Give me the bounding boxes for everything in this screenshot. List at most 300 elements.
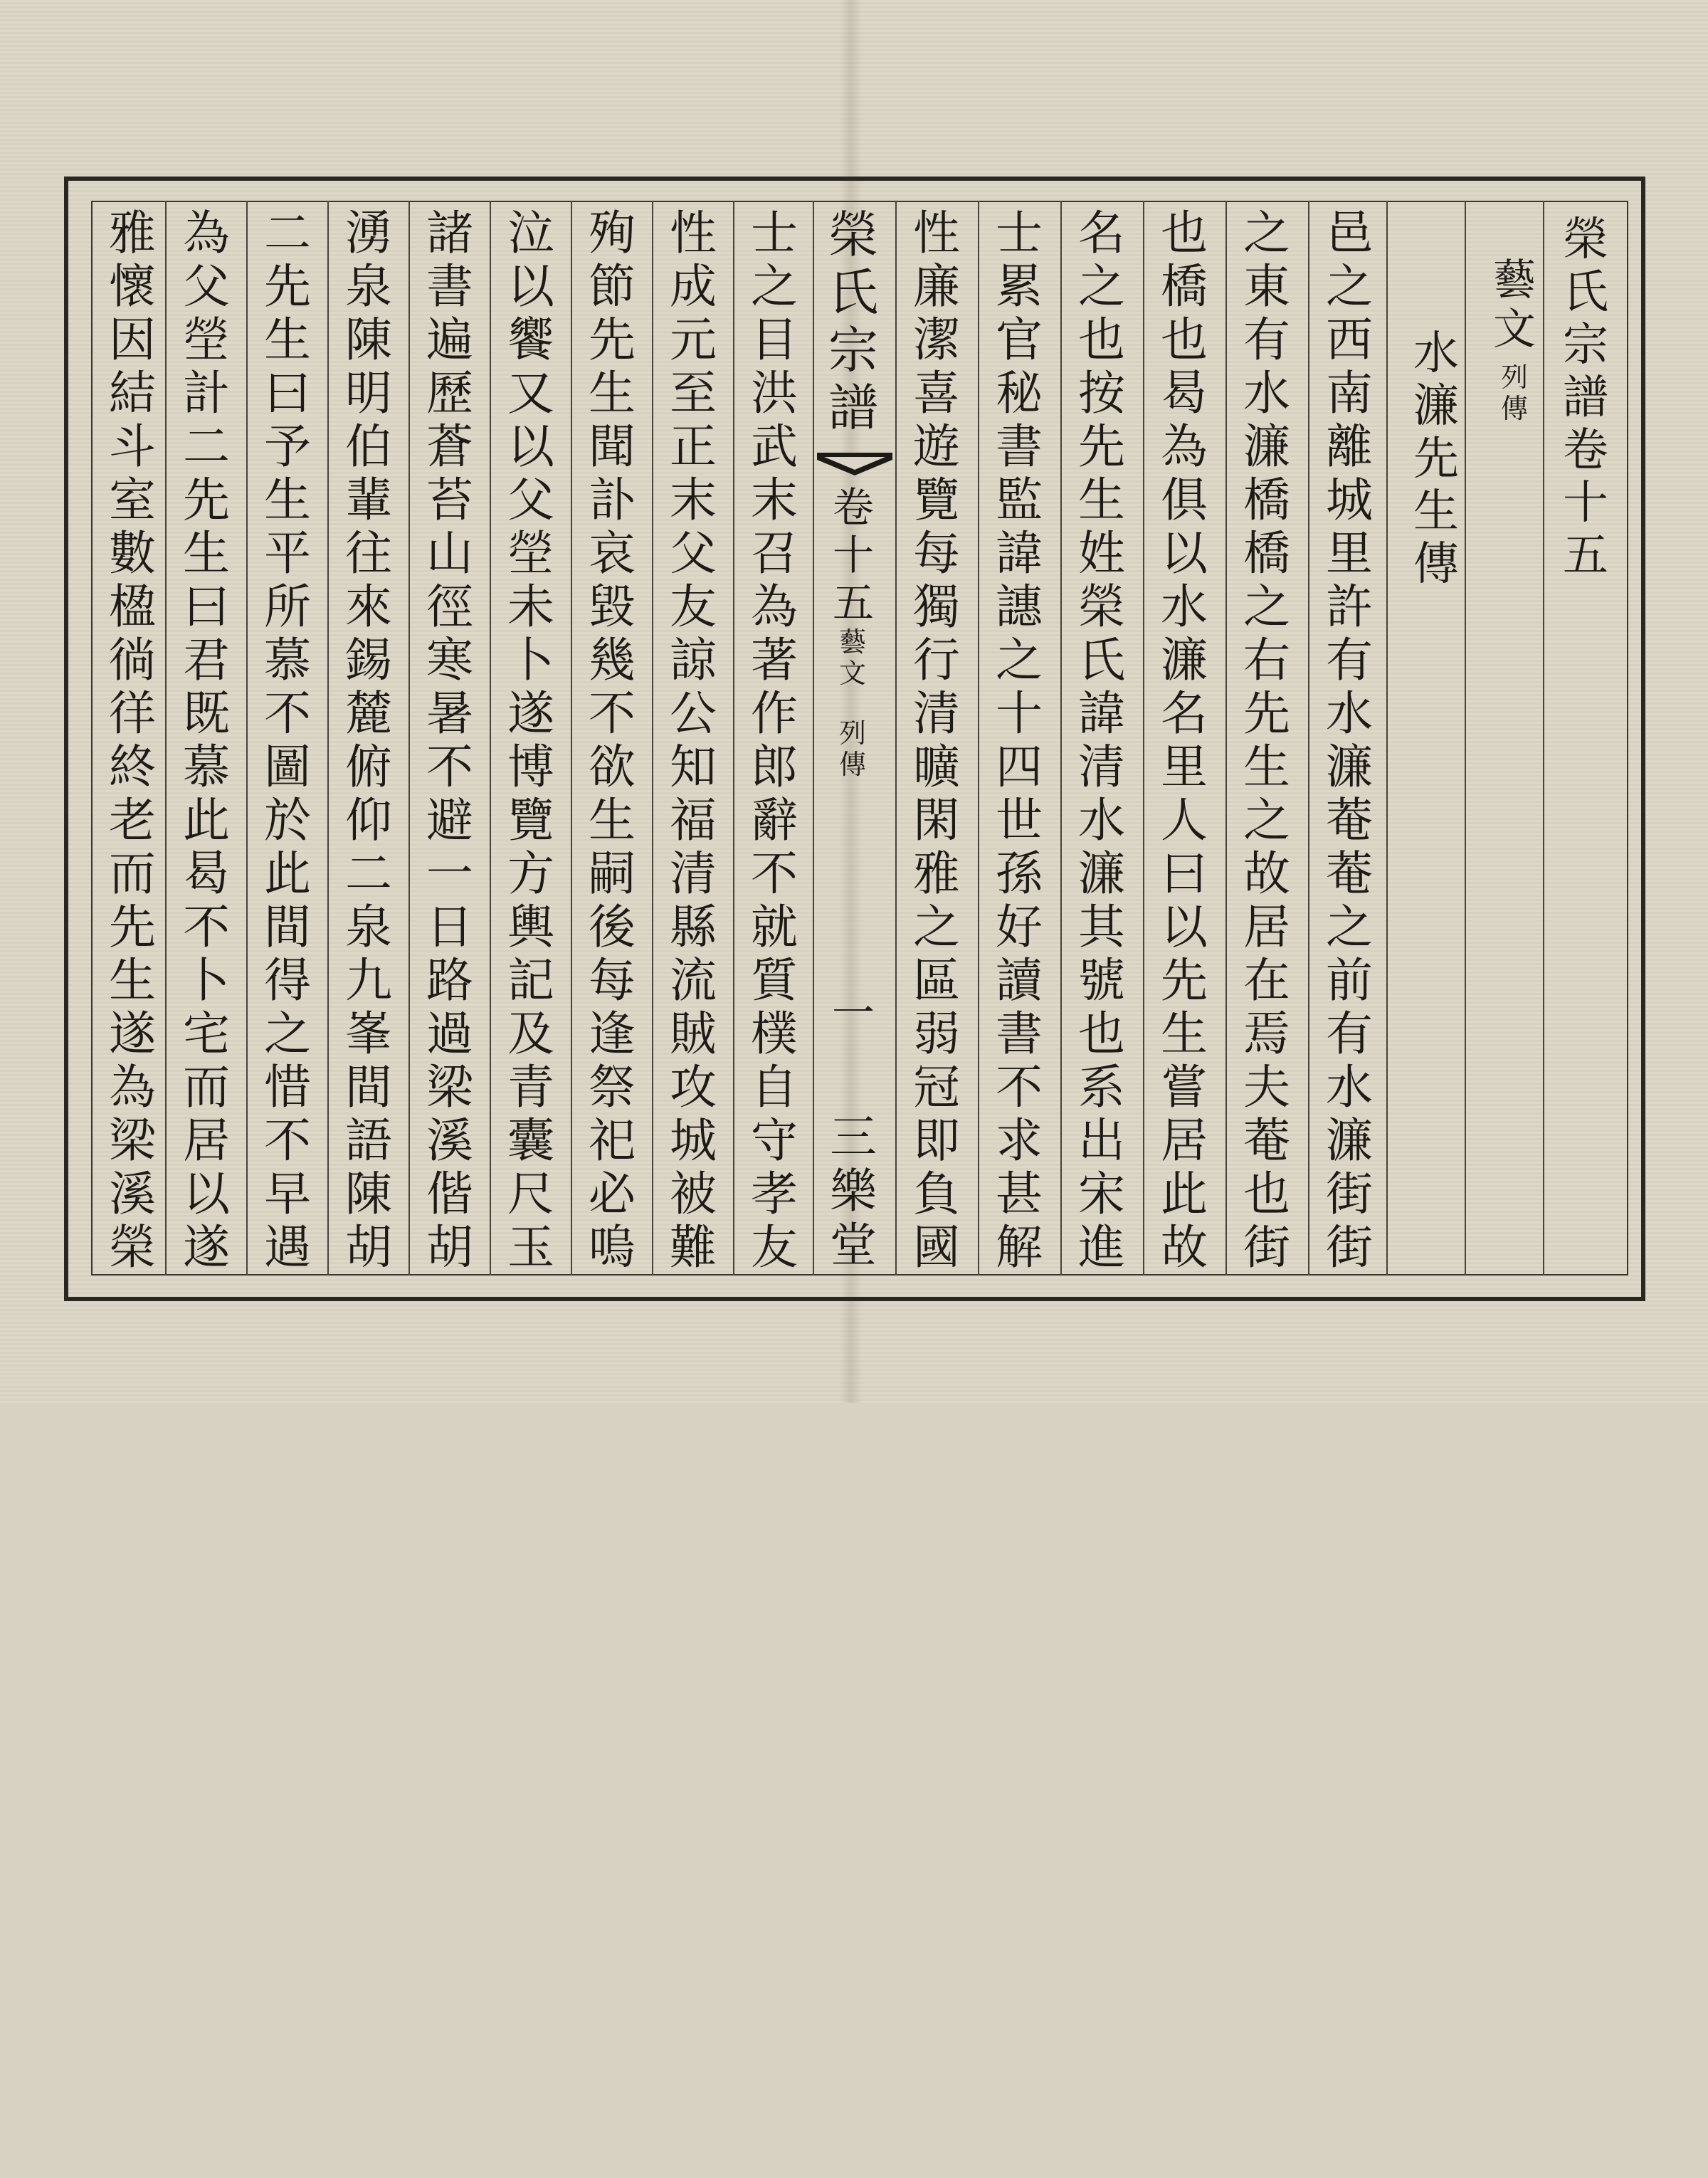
glyph: 就 (751, 900, 798, 954)
glyph: 祀 (589, 1113, 636, 1168)
fish-tail-mark-icon (816, 450, 894, 478)
glyph: 菴 (1243, 1113, 1290, 1168)
glyph: 邑 (1326, 206, 1373, 261)
glyph: 縣 (670, 900, 717, 954)
glyph: 博 (507, 740, 554, 794)
glyph: 每 (589, 953, 636, 1008)
glyph: 譓 (996, 579, 1043, 634)
glyph: 泉 (345, 259, 392, 314)
glyph: 歷 (426, 366, 473, 421)
glyph: 先 (589, 312, 636, 367)
glyph: 既 (183, 686, 230, 741)
column-rule (652, 201, 653, 1275)
glyph: 後 (589, 900, 636, 954)
glyph: 以 (507, 259, 554, 314)
glyph: 必 (589, 1167, 636, 1221)
glyph: 九 (345, 953, 392, 1008)
glyph: 在 (1243, 953, 1290, 1008)
glyph: 一 (426, 846, 473, 901)
text-column (578, 206, 646, 1274)
glyph: 書 (996, 1006, 1043, 1061)
glyph: 不 (183, 900, 230, 954)
glyph: 慕 (264, 633, 311, 688)
glyph: 先 (183, 473, 230, 527)
glyph: 圖 (264, 740, 311, 794)
glyph: 難 (670, 1220, 717, 1275)
glyph: 姓 (1078, 526, 1125, 581)
glyph: 先 (1161, 953, 1208, 1008)
glyph: 泉 (345, 900, 392, 954)
glyph: 囊 (507, 1113, 554, 1168)
glyph: 四 (996, 740, 1043, 794)
text-column (1150, 206, 1218, 1274)
glyph: 遂 (507, 686, 554, 741)
glyph: 早 (264, 1167, 311, 1221)
glyph: 泣 (507, 206, 554, 261)
glyph: 菴 (1326, 846, 1373, 901)
glyph: 里 (1161, 740, 1208, 794)
glyph: 以 (1161, 900, 1208, 954)
glyph: 洪 (751, 366, 798, 421)
glyph: 陳 (345, 312, 392, 367)
glyph: 生 (589, 366, 636, 421)
glyph: 正 (670, 419, 717, 474)
glyph: 哀 (589, 526, 636, 581)
glyph: 之 (264, 1006, 311, 1061)
glyph: 水 (1326, 1060, 1373, 1115)
glyph: 二 (345, 846, 392, 901)
glyph: 胡 (345, 1220, 392, 1275)
glyph: 也 (1078, 1006, 1125, 1061)
glyph: 求 (996, 1113, 1043, 1168)
glyph: 不 (264, 1113, 311, 1168)
glyph: 斗 (109, 419, 156, 474)
glyph: 系 (1078, 1060, 1125, 1115)
glyph: 青 (507, 1060, 554, 1115)
glyph: 毀 (589, 579, 636, 634)
glyph: 為 (1161, 419, 1208, 474)
glyph: 不 (751, 846, 798, 901)
glyph: 及 (507, 1006, 554, 1061)
glyph: 喜 (913, 366, 960, 421)
glyph: 累 (996, 259, 1043, 314)
glyph: 友 (670, 579, 717, 634)
section-label (1480, 256, 1549, 1324)
text-column (98, 206, 167, 1274)
glyph: 獨 (913, 579, 960, 634)
glyph: 出 (1078, 1113, 1125, 1168)
glyph: 故 (1161, 1220, 1208, 1275)
center-hall-name-text: 三 樂 堂 (830, 1110, 877, 1273)
glyph: 福 (670, 793, 717, 848)
glyph: 橋 (1161, 259, 1208, 314)
glyph: 孝 (751, 1167, 798, 1221)
glyph: 被 (670, 1167, 717, 1221)
glyph: 有 (1326, 1006, 1373, 1061)
glyph: 徜 (109, 633, 156, 688)
glyph: 宅 (183, 1006, 230, 1061)
glyph: 末 (751, 473, 798, 527)
center-hall-name (819, 1110, 887, 2178)
section-label-main: 藝 文 (1493, 256, 1536, 354)
glyph: 街 (1326, 1167, 1373, 1221)
glyph: 不 (996, 1060, 1043, 1115)
glyph: 國 (913, 1220, 960, 1275)
column-rule (1386, 201, 1388, 1275)
glyph: 行 (913, 633, 960, 688)
column-rule (733, 201, 734, 1275)
glyph: 先 (1078, 419, 1125, 474)
glyph: 老 (109, 793, 156, 848)
glyph: 士 (996, 206, 1043, 261)
glyph: 故 (1243, 846, 1290, 901)
glyph: 生 (1161, 1006, 1208, 1061)
glyph: 因 (109, 312, 156, 367)
glyph: 間 (345, 1060, 392, 1115)
glyph: 父 (507, 473, 554, 527)
glyph: 南 (1326, 366, 1373, 421)
glyph: 先 (264, 259, 311, 314)
glyph: 解 (996, 1220, 1043, 1275)
glyph: 諱 (1078, 686, 1125, 741)
glyph: 攻 (670, 1060, 717, 1115)
glyph: 為 (751, 579, 798, 634)
glyph: 人 (1161, 793, 1208, 848)
glyph: 節 (589, 259, 636, 314)
glyph: 平 (264, 526, 311, 581)
glyph: 暑 (426, 686, 473, 741)
glyph: 山 (426, 526, 473, 581)
glyph: 街 (1243, 1220, 1290, 1275)
glyph: 尺 (507, 1167, 554, 1221)
glyph: 之 (1243, 206, 1290, 261)
glyph: 未 (507, 579, 554, 634)
glyph: 之 (1243, 793, 1290, 848)
glyph: 公 (670, 686, 717, 741)
glyph: 不 (264, 686, 311, 741)
glyph: 郎 (751, 740, 798, 794)
glyph: 曰 (183, 579, 230, 634)
glyph: 殉 (589, 206, 636, 261)
text-column (334, 206, 403, 1274)
glyph: 末 (670, 473, 717, 527)
glyph: 質 (751, 953, 798, 1008)
glyph: 清 (670, 846, 717, 901)
glyph: 成 (670, 259, 717, 314)
glyph: 居 (1243, 900, 1290, 954)
glyph: 諱 (996, 526, 1043, 581)
glyph: 榮 (1078, 579, 1125, 634)
glyph: 書 (426, 259, 473, 314)
header-title (1551, 214, 1620, 1281)
column-rule (246, 201, 248, 1275)
glyph: 而 (109, 846, 156, 901)
glyph: 間 (264, 900, 311, 954)
glyph: 溪 (109, 1167, 156, 1221)
glyph: 之 (751, 259, 798, 314)
glyph: 又 (507, 366, 554, 421)
glyph: 其 (1078, 900, 1125, 954)
column-rule (327, 201, 329, 1275)
column-rule (1060, 201, 1062, 1275)
column-rule (1143, 201, 1144, 1275)
text-column (659, 206, 727, 1274)
glyph: 至 (670, 366, 717, 421)
section-label-sub: 列 傳 (1500, 362, 1528, 424)
glyph: 塋 (183, 312, 230, 367)
glyph: 水 (1326, 686, 1373, 741)
glyph: 諸 (426, 206, 473, 261)
glyph: 慕 (183, 740, 230, 794)
glyph: 以 (507, 419, 554, 474)
glyph: 懷 (109, 259, 156, 314)
glyph: 徑 (426, 579, 473, 634)
glyph: 橋 (1243, 526, 1290, 581)
glyph: 濂 (1326, 740, 1373, 794)
glyph: 居 (1161, 1113, 1208, 1168)
glyph: 流 (670, 953, 717, 1008)
glyph: 梁 (426, 1060, 473, 1115)
glyph: 俯 (345, 740, 392, 794)
glyph: 明 (345, 366, 392, 421)
glyph: 性 (913, 206, 960, 261)
glyph: 曰 (264, 366, 311, 421)
glyph: 輩 (345, 473, 392, 527)
glyph: 街 (1326, 1220, 1373, 1275)
glyph: 也 (1161, 312, 1208, 367)
glyph: 二 (183, 419, 230, 474)
glyph: 路 (426, 953, 473, 1008)
glyph: 生 (183, 526, 230, 581)
glyph: 卜 (183, 953, 230, 1008)
glyph: 遇 (264, 1220, 311, 1275)
glyph: 方 (507, 846, 554, 901)
article-title-text: 水 濂 先 生 傳 (1413, 327, 1459, 591)
text-column (253, 206, 322, 1274)
article-title (1402, 327, 1470, 1395)
glyph: 麓 (345, 686, 392, 741)
glyph: 里 (1326, 526, 1373, 581)
glyph: 室 (109, 473, 156, 527)
glyph: 之 (996, 633, 1043, 688)
glyph: 即 (913, 1113, 960, 1168)
glyph: 終 (109, 740, 156, 794)
glyph: 甚 (996, 1167, 1043, 1221)
glyph: 逢 (589, 1006, 636, 1061)
text-column (985, 206, 1053, 1274)
glyph: 監 (996, 473, 1043, 527)
glyph: 宋 (1078, 1167, 1125, 1221)
glyph: 進 (1078, 1220, 1125, 1275)
glyph: 名 (1161, 686, 1208, 741)
column-rule (571, 201, 572, 1275)
text-column (172, 206, 241, 1274)
text-column (902, 206, 971, 1274)
glyph: 雅 (913, 846, 960, 901)
glyph: 性 (670, 206, 717, 261)
glyph: 日 (426, 900, 473, 954)
text-column (497, 206, 565, 1274)
glyph: 楹 (109, 579, 156, 634)
center-volume-text: 卷 十 五 (832, 483, 874, 627)
column-rule (490, 201, 491, 1275)
glyph: 菴 (1326, 793, 1373, 848)
glyph: 士 (751, 206, 798, 261)
glyph: 以 (1161, 526, 1208, 581)
glyph: 為 (183, 206, 230, 261)
text-column (416, 206, 484, 1274)
glyph: 生 (1078, 473, 1125, 527)
glyph: 召 (751, 526, 798, 581)
glyph: 之 (913, 900, 960, 954)
glyph: 訃 (589, 473, 636, 527)
glyph: 每 (913, 526, 960, 581)
column-rule (1225, 201, 1227, 1275)
center-page-number-text: 一 (832, 989, 875, 1038)
glyph: 名 (1078, 206, 1125, 261)
glyph: 元 (670, 312, 717, 367)
glyph: 弱 (913, 1006, 960, 1061)
glyph: 之 (1326, 259, 1373, 314)
glyph: 生 (1243, 740, 1290, 794)
glyph: 有 (1326, 633, 1373, 688)
glyph: 世 (996, 793, 1043, 848)
glyph: 為 (109, 1060, 156, 1115)
glyph: 武 (751, 419, 798, 474)
glyph: 賊 (670, 1006, 717, 1061)
glyph: 於 (264, 793, 311, 848)
glyph: 所 (264, 579, 311, 634)
glyph: 官 (996, 312, 1043, 367)
glyph: 祭 (589, 1060, 636, 1115)
glyph: 作 (751, 686, 798, 741)
glyph: 負 (913, 1167, 960, 1221)
glyph: 辭 (751, 793, 798, 848)
glyph: 惜 (264, 1060, 311, 1115)
header-title-text: 榮 氏 宗 譜 卷 十 五 (1563, 214, 1608, 582)
glyph: 許 (1326, 579, 1373, 634)
glyph: 曰 (1161, 846, 1208, 901)
glyph: 來 (345, 579, 392, 634)
glyph: 好 (996, 900, 1043, 954)
glyph: 君 (183, 633, 230, 688)
glyph: 濂 (1326, 1113, 1373, 1168)
glyph: 也 (1078, 312, 1125, 367)
center-section-1: 藝 文 (838, 626, 866, 689)
glyph: 數 (109, 526, 156, 581)
center-section-2: 列 傳 (838, 717, 866, 780)
glyph: 之 (1078, 259, 1125, 314)
glyph: 按 (1078, 366, 1125, 421)
glyph: 之 (1326, 900, 1373, 954)
glyph: 卜 (507, 633, 554, 688)
glyph: 伯 (345, 419, 392, 474)
glyph: 胡 (426, 1220, 473, 1275)
glyph: 峯 (345, 1006, 392, 1061)
glyph: 此 (264, 846, 311, 901)
glyph: 此 (183, 793, 230, 848)
glyph: 樸 (751, 1006, 798, 1061)
glyph: 夫 (1243, 1060, 1290, 1115)
glyph: 之 (1243, 579, 1290, 634)
glyph: 潔 (913, 312, 960, 367)
glyph: 目 (751, 312, 798, 367)
glyph: 濂 (1161, 633, 1208, 688)
glyph: 以 (183, 1167, 230, 1221)
glyph: 計 (183, 366, 230, 421)
glyph: 秘 (996, 366, 1043, 421)
glyph: 苔 (426, 473, 473, 527)
glyph: 得 (264, 953, 311, 1008)
glyph: 欲 (589, 740, 636, 794)
glyph: 孫 (996, 846, 1043, 901)
glyph: 自 (751, 1060, 798, 1115)
glyph: 錫 (345, 633, 392, 688)
glyph: 清 (913, 686, 960, 741)
text-column (1315, 206, 1383, 1274)
glyph: 而 (183, 1060, 230, 1115)
glyph: 離 (1326, 419, 1373, 474)
glyph: 覽 (913, 473, 960, 527)
glyph: 榮 (109, 1220, 156, 1275)
glyph: 讀 (996, 953, 1043, 1008)
glyph: 也 (1161, 206, 1208, 261)
glyph: 仰 (345, 793, 392, 848)
glyph: 偕 (426, 1167, 473, 1221)
glyph: 雅 (109, 206, 156, 261)
glyph: 聞 (589, 419, 636, 474)
glyph: 濂 (1078, 846, 1125, 901)
glyph: 遊 (913, 419, 960, 474)
glyph: 氏 (1078, 633, 1125, 688)
glyph: 區 (913, 953, 960, 1008)
column-rule (408, 201, 410, 1275)
glyph: 前 (1326, 953, 1373, 1008)
column-rule (1308, 201, 1309, 1275)
glyph: 著 (751, 633, 798, 688)
glyph: 徉 (109, 686, 156, 741)
glyph: 水 (1243, 366, 1290, 421)
glyph: 諒 (670, 633, 717, 688)
glyph: 往 (345, 526, 392, 581)
glyph: 書 (996, 419, 1043, 474)
glyph: 先 (1243, 686, 1290, 741)
text-column (1068, 206, 1136, 1274)
glyph: 遂 (183, 1220, 230, 1275)
glyph: 清 (1078, 740, 1125, 794)
glyph: 冠 (913, 1060, 960, 1115)
glyph: 水 (1078, 793, 1125, 848)
glyph: 塋 (507, 526, 554, 581)
glyph: 橋 (1243, 473, 1290, 527)
glyph: 濂 (1243, 419, 1290, 474)
glyph: 俱 (1161, 473, 1208, 527)
glyph: 居 (183, 1113, 230, 1168)
glyph: 曠 (913, 740, 960, 794)
glyph: 湧 (345, 206, 392, 261)
glyph: 守 (751, 1113, 798, 1168)
glyph: 輿 (507, 900, 554, 954)
glyph: 蒼 (426, 419, 473, 474)
glyph: 記 (507, 953, 554, 1008)
glyph: 廉 (913, 259, 960, 314)
glyph: 幾 (589, 633, 636, 688)
glyph: 此 (1161, 1167, 1208, 1221)
glyph: 生 (109, 953, 156, 1008)
column-rule (978, 201, 979, 1275)
glyph: 父 (183, 259, 230, 314)
glyph: 寒 (426, 633, 473, 688)
